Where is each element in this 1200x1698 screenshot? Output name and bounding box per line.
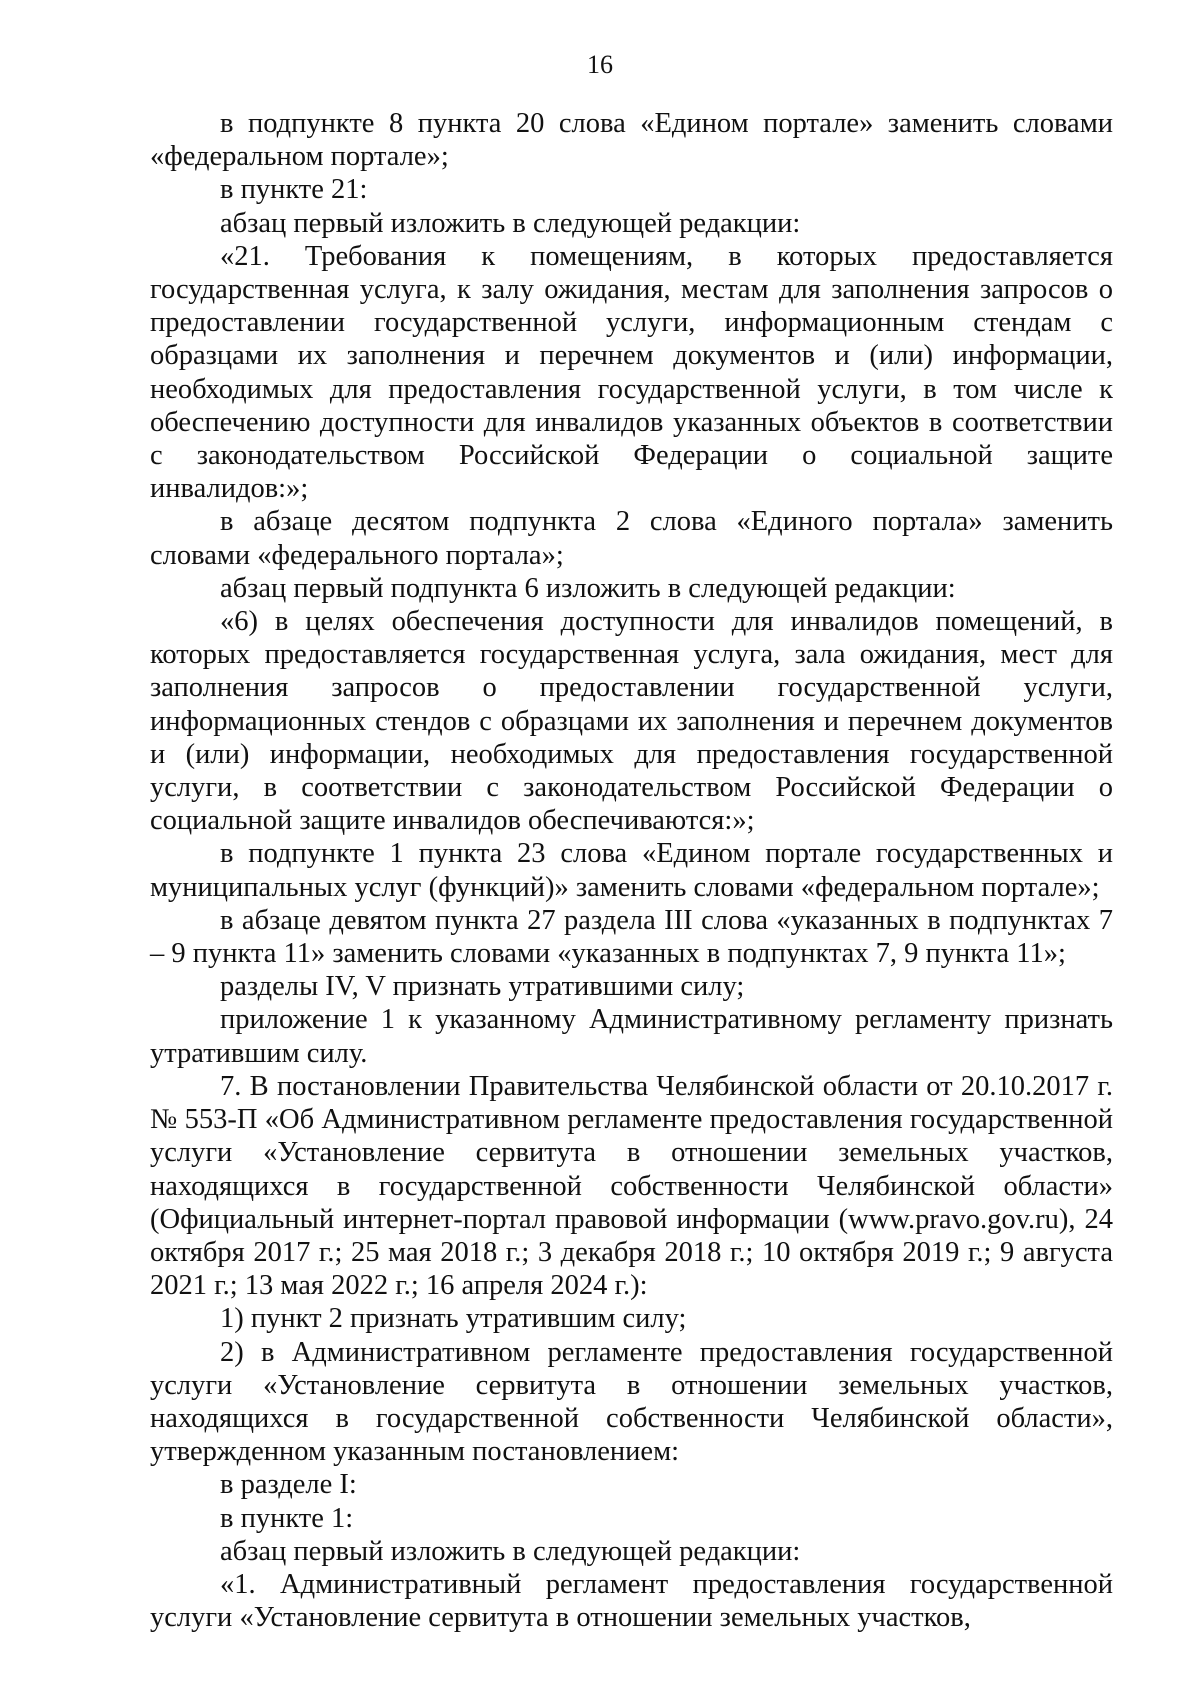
document-body (150, 107, 1113, 1634)
paragraph-2: в пункте 21: (220, 174, 368, 206)
paragraph-18: «1. Административный регламент предоставления государственной услуги «Установление сервитута в отношении земельных участков, (150, 1568, 1113, 1634)
paragraph-12: 7. В постановлении Правительства Челябинской области от 20.10.2017 г. № 553-П «Об Административном регламенте предоставления государственной услуги «Установление сервитута в отношении земельных участков, находящихся в государственной собственности Челябинской области» (Официальный интернет-портал правовой информации (www.pravo.gov.ru), 24 октября 2017 г.; 25 мая 2018 г.; 3 декабря 2018 г.; 10 октября 2019 г.; 9 августа 2021 г.; 13 мая 2022 г.; 16 апреля 2024 г.): (150, 1070, 1113, 1302)
paragraph-16: в пункте 1: (220, 1502, 354, 1534)
paragraph-13: 1) пункт 2 признать утратившим силу; (220, 1303, 687, 1335)
paragraph-4: «21. Требования к помещениям, в которых предоставляется государственная услуга, к залу ожидания, местам для заполнения запросов о предоставлении государственной услуги, информационным стендам с образцами их заполнения и перечнем документов и (или) информации, необходимых для предоставления государственной услуги, в том числе к обеспечению доступности для инвалидов указанных объектов в соответствии с законодательством Российской Федерации о социальной защите инвалидов:»; (150, 240, 1113, 505)
paragraph-1: в подпункте 8 пункта 20 слова «Едином портале» заменить словами «федеральном портале»; (150, 108, 1113, 173)
paragraph-15: в разделе I: (220, 1469, 357, 1501)
paragraph-8: в подпункте 1 пункта 23 слова «Едином портале государственных и муниципальных услуг (функций)» заменить словами «федеральном портале»; (150, 838, 1113, 903)
paragraph-14: 2) в Административном регламенте предоставления государственной услуги «Установление сервитута в отношении земельных участков, находящихся в государственной собственности Челябинской области», утвержденном указанным постановлением: (150, 1336, 1113, 1468)
paragraph-7: «6) в целях обеспечения доступности для инвалидов помещений, в которых предоставляется государственная услуга, зала ожидания, мест для заполнения запросов о предоставлении государственной услуги, информационных стендов с образцами их заполнения и перечнем документов и (или) информации, необходимых для предоставления государственной услуги, в соответствии с законодательством Российской Федерации о социальной защите инвалидов обеспечиваются:»; (150, 606, 1113, 837)
paragraph-5: в абзаце десятом подпункта 2 слова «Единого портала» заменить словами «федерального портала»; (150, 506, 1113, 571)
page-number: 16 (587, 50, 613, 79)
paragraph-3: абзац первый изложить в следующей редакции: (220, 207, 801, 239)
paragraph-11: приложение 1 к указанному Административному регламенту признать утратившим силу. (150, 1004, 1113, 1069)
paragraph-9: в абзаце девятом пункта 27 раздела III слова «указанных в подпунктах 7 – 9 пункта 11» заменить словами «указанных в подпунктах 7, 9 пункта 11»; (150, 904, 1113, 970)
paragraph-10: разделы IV, V признать утратившими силу; (220, 971, 745, 1003)
paragraph-6: абзац первый подпункта 6 изложить в следующей редакции: (220, 572, 956, 604)
paragraph-17: абзац первый изложить в следующей редакции: (220, 1535, 801, 1567)
